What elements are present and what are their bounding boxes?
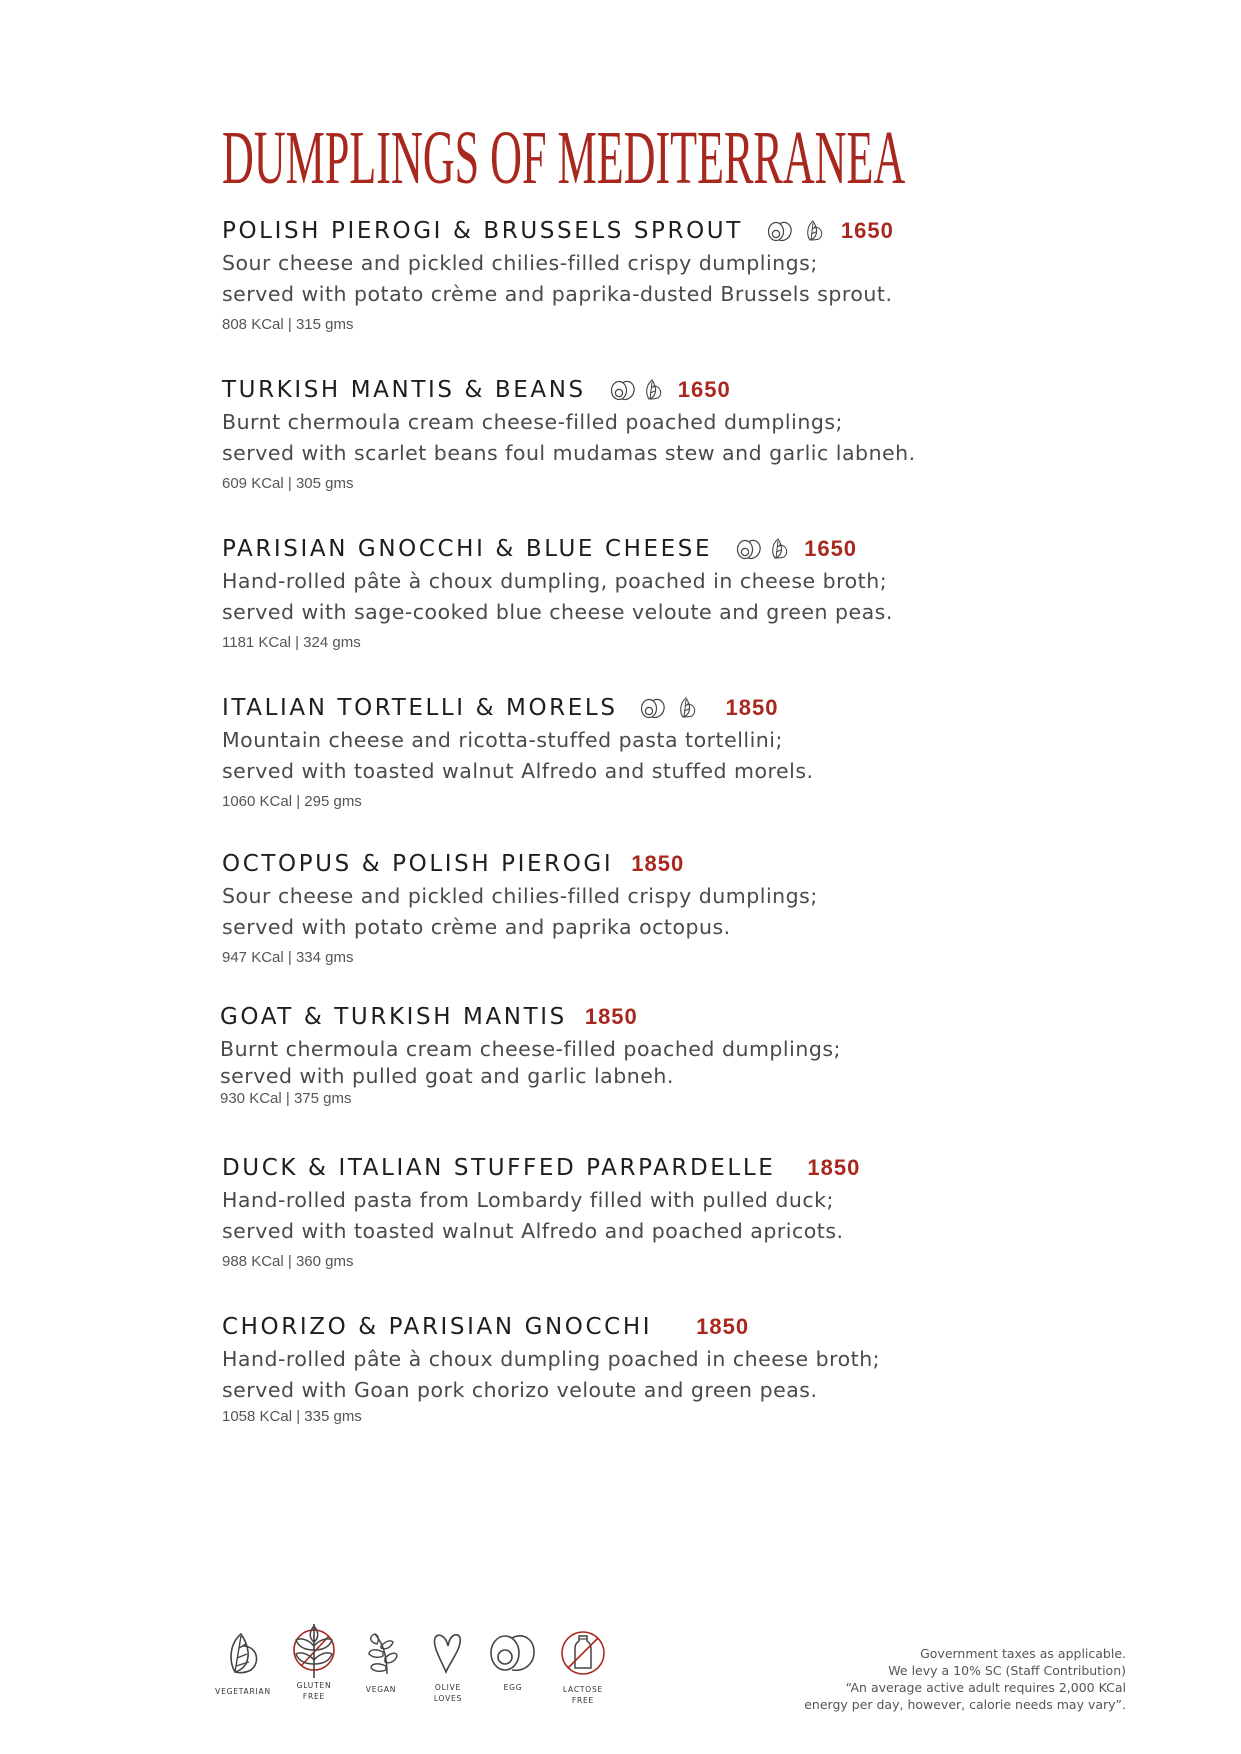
menu-item xyxy=(222,216,1122,333)
item-description-line: served with potato crème and paprika-dusted Brussels sprout. xyxy=(222,282,893,306)
legend-label: VEGETARIAN xyxy=(215,1687,271,1696)
item-price: 1850 xyxy=(696,1314,750,1339)
item-price: 1650 xyxy=(804,536,858,561)
calorie-note: “An average active adult requires 2,000 KCal xyxy=(845,1680,1126,1695)
item-price: 1850 xyxy=(584,1004,638,1029)
legend-label: VEGAN xyxy=(365,1685,397,1694)
item-nutrition: 1181 KCal | 324 gms xyxy=(222,634,361,651)
menu-item xyxy=(220,1002,1120,1107)
item-description-line: served with scarlet beans foul mudamas stew and garlic labneh. xyxy=(222,441,916,465)
menu-item xyxy=(222,693,1122,810)
item-description xyxy=(222,1185,1122,1247)
item-name: DUCK & ITALIAN STUFFED PARPARDELLE xyxy=(222,1155,776,1181)
menu-item xyxy=(222,534,1122,651)
item-description-line: Hand-rolled pasta from Lombardy filled with pulled duck; xyxy=(222,1188,834,1212)
item-name: OCTOPUS & POLISH PIEROGI xyxy=(222,851,614,877)
item-name: TURKISH MANTIS & BEANS xyxy=(222,377,586,403)
legend-item-vegetarian xyxy=(203,1630,283,1697)
item-description-line: served with pulled goat and garlic labneh. xyxy=(220,1064,674,1088)
legend-item-egg xyxy=(473,1630,553,1693)
item-description-line: Burnt chermoula cream cheese-filled poached dumplings; xyxy=(220,1037,841,1061)
item-description xyxy=(222,248,1122,310)
item-description xyxy=(220,1036,1120,1090)
vegetarian-leaf-icon xyxy=(770,537,790,561)
item-price: 1850 xyxy=(631,851,685,876)
tax-note: Government taxes as applicable. xyxy=(920,1646,1126,1661)
item-nutrition: 988 KCal | 360 gms xyxy=(222,1253,354,1270)
legend-label: EGG xyxy=(503,1683,523,1692)
legend-label: GLUTEN FREE xyxy=(296,1681,332,1701)
item-description xyxy=(222,725,1122,787)
egg-icon xyxy=(610,379,636,401)
item-description-line: Sour cheese and pickled chilies-filled crispy dumplings; xyxy=(222,251,818,275)
lactose-free-icon xyxy=(558,1628,608,1678)
vegetarian-leaf-icon xyxy=(644,378,664,402)
footer-notes xyxy=(804,1645,1126,1713)
legend-label: OLIVE LOVES xyxy=(433,1683,463,1703)
menu-item xyxy=(222,1312,1122,1425)
item-description-line: served with sage-cooked blue cheese veloute and green peas. xyxy=(222,600,893,624)
item-description-line: served with Goan pork chorizo veloute and green peas. xyxy=(222,1378,818,1402)
vegetarian-leaf-icon xyxy=(805,219,825,243)
service-charge-note: We levy a 10% SC (Staff Contribution) xyxy=(888,1663,1126,1678)
item-description xyxy=(222,407,1122,469)
item-description-line: Hand-rolled pâte à choux dumpling, poached in cheese broth; xyxy=(222,569,888,593)
item-description xyxy=(222,566,1122,628)
item-name: GOAT & TURKISH MANTIS xyxy=(220,1004,567,1030)
legend-label: LACTOSE FREE xyxy=(562,1685,604,1705)
item-description-line: served with toasted walnut Alfredo and stuffed morels. xyxy=(222,759,814,783)
item-nutrition: 808 KCal | 315 gms xyxy=(222,316,354,333)
page-title: DUMPLINGS OF MEDITERRANEA xyxy=(222,116,906,200)
gluten-free-icon xyxy=(289,1620,339,1680)
item-name: POLISH PIEROGI & BRUSSELS SPROUT xyxy=(222,218,743,244)
item-price: 1650 xyxy=(677,377,731,402)
egg-icon xyxy=(640,697,666,719)
item-name: ITALIAN TORTELLI & MORELS xyxy=(222,695,618,721)
item-nutrition: 1058 KCal | 335 gms xyxy=(222,1408,362,1425)
item-price: 1850 xyxy=(807,1155,861,1180)
egg-icon xyxy=(488,1630,538,1674)
egg-icon xyxy=(767,220,793,242)
item-description xyxy=(222,881,1122,943)
menu-item xyxy=(222,1153,1122,1270)
calorie-note-cont: energy per day, however, calorie needs may vary”. xyxy=(804,1697,1126,1712)
vegetarian-leaf-icon xyxy=(678,696,698,720)
item-description-line: served with potato crème and paprika octopus. xyxy=(222,915,731,939)
item-description-line: served with toasted walnut Alfredo and poached apricots. xyxy=(222,1219,844,1243)
menu-item xyxy=(222,849,1122,966)
vegetarian-icon xyxy=(223,1630,263,1680)
item-name: CHORIZO & PARISIAN GNOCCHI xyxy=(222,1314,653,1340)
menu-item xyxy=(222,375,1122,492)
legend-item-lactose-free xyxy=(543,1628,623,1706)
item-nutrition: 1060 KCal | 295 gms xyxy=(222,793,362,810)
item-price: 1850 xyxy=(725,695,779,720)
egg-icon xyxy=(736,538,762,560)
item-description-line: Mountain cheese and ricotta-stuffed pasta tortellini; xyxy=(222,728,783,752)
item-nutrition: 947 KCal | 334 gms xyxy=(222,949,354,966)
item-description-line: Burnt chermoula cream cheese-filled poached dumplings; xyxy=(222,410,843,434)
item-description-line: Sour cheese and pickled chilies-filled crispy dumplings; xyxy=(222,884,818,908)
item-price: 1650 xyxy=(840,218,894,243)
item-description xyxy=(222,1344,1122,1406)
item-nutrition: 609 KCal | 305 gms xyxy=(222,475,354,492)
item-name: PARISIAN GNOCCHI & BLUE CHEESE xyxy=(222,536,713,562)
item-nutrition: 930 KCal | 375 gms xyxy=(220,1090,352,1107)
vegan-icon xyxy=(361,1630,401,1678)
item-description-line: Hand-rolled pâte à choux dumpling poached in cheese broth; xyxy=(222,1347,881,1371)
olive-loves-icon xyxy=(428,1630,468,1678)
